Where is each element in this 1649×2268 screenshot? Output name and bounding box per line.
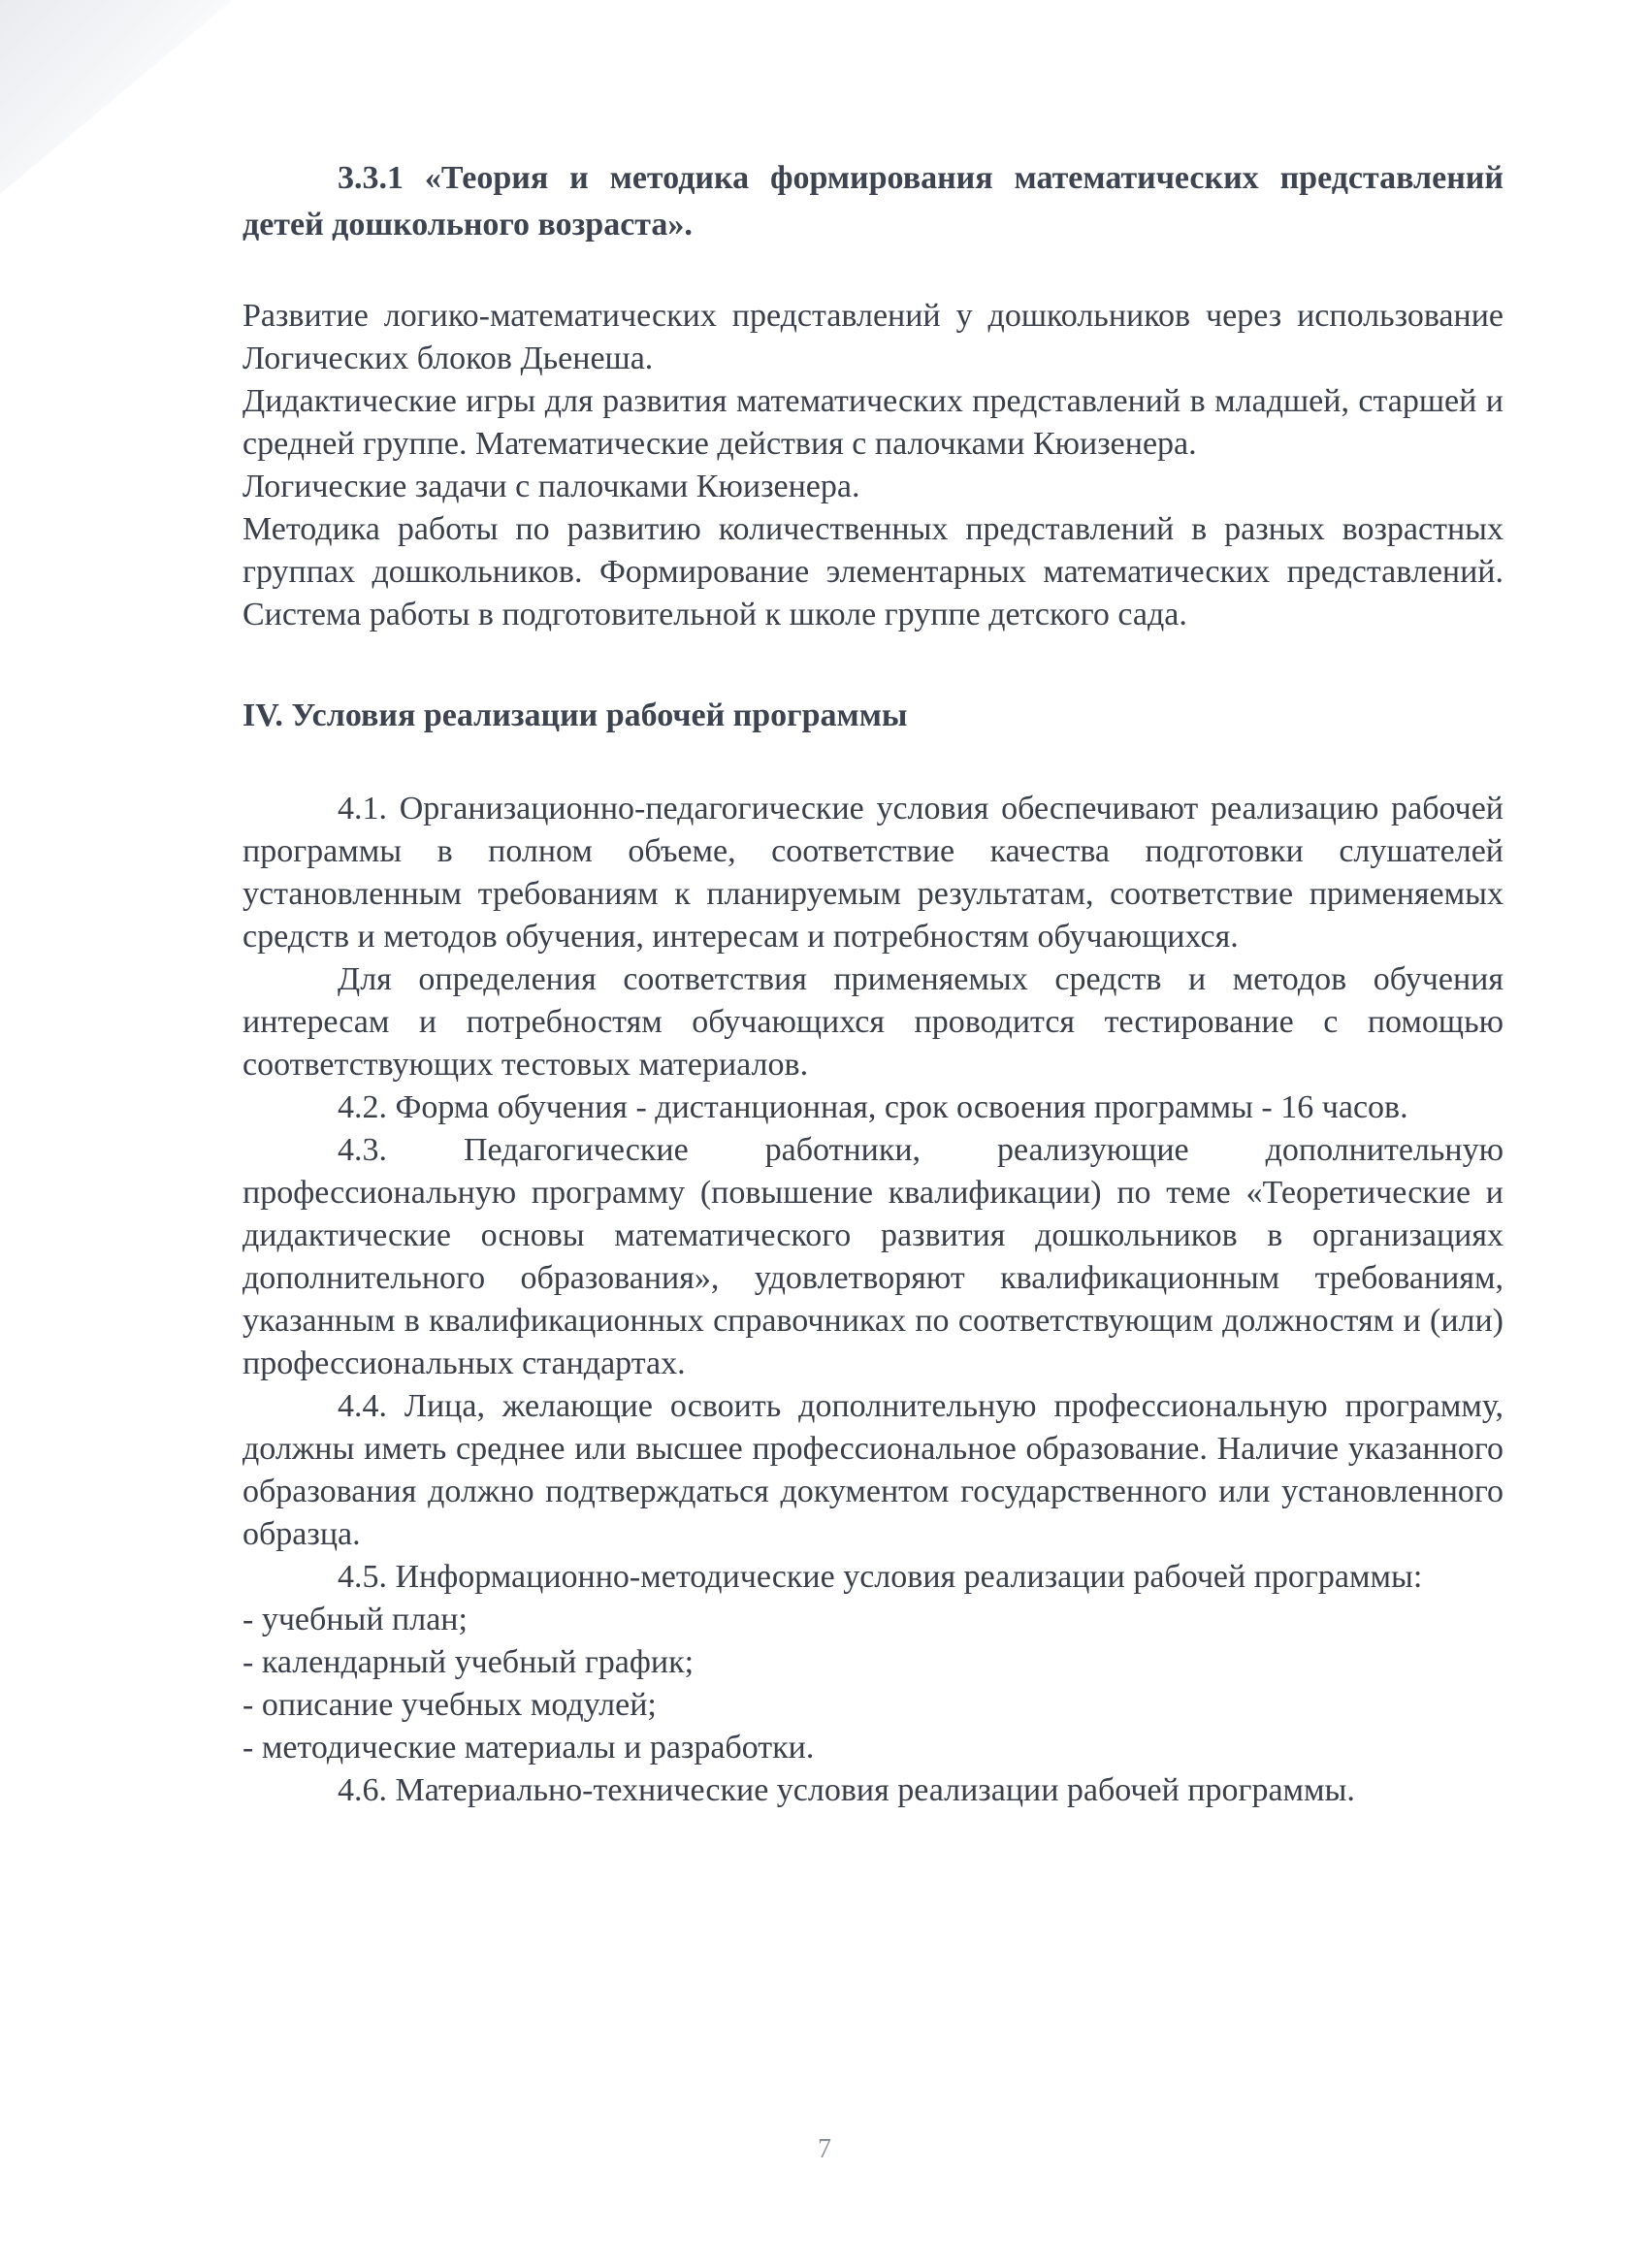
- section-331-paragraph: Дидактические игры для развития математических представлений в младшей, старшей и средней группе. Математические действия с палочками Кюизенера.: [242, 383, 1504, 462]
- clause-4-2: 4.2. Форма обучения - дистанционная, срок освоения программы - 16 часов.: [338, 1089, 1408, 1125]
- list-item: - календарный учебный график;: [242, 1644, 695, 1680]
- list-item: - методические материалы и разработки.: [242, 1730, 815, 1766]
- section-iv-heading: IV. Условия реализации рабочей программы: [242, 697, 908, 733]
- document-page: [242, 155, 1504, 1812]
- clause-4-3: 4.3. Педагогические работники, реализующие дополнительную профессиональную программу (повышение квалификации) по теме «Теоретические и дидактические основы математического развития дошкольников в организациях дополнительного образования», удовлетворяют квалификационным требованиям, указанным в квалификационных справочниках по соответствующим должностям и (или) профессиональных стандартах.: [242, 1132, 1504, 1381]
- list-item: - учебный план;: [242, 1602, 468, 1637]
- clause-4-1-testing: Для определения соответствия применяемых средств и методов обучения интересам и потребностям обучающихся проводится тестирование с помощью соответствующих тестовых материалов.: [242, 961, 1504, 1083]
- section-331-heading: 3.3.1 «Теория и методика формирования математических представлений детей дошкольного возраста».: [242, 160, 1504, 243]
- scan-corner-shadow: [0, 0, 233, 194]
- list-item: - описание учебных модулей;: [242, 1687, 657, 1723]
- section-331-body: [242, 295, 1504, 636]
- clause-4-5: 4.5. Информационно-методические условия реализации рабочей программы:: [338, 1559, 1423, 1595]
- section-331-paragraph: Методика работы по развитию количественных представлений в разных возрастных группах дошкольников. Формирование элементарных математических представлений. Система работы в подготовительной к школе группе детского сада.: [242, 511, 1504, 632]
- page-number: 7: [818, 2134, 831, 2164]
- clause-4-5-list: [242, 1599, 1504, 1769]
- clause-4-4: 4.4. Лица, желающие освоить дополнительную профессиональную программу, должны иметь среднее или высшее профессиональное образование. Наличие указанного образования должно подтверждаться документом государственного или установленного образца.: [242, 1388, 1504, 1552]
- section-331-paragraph: Развитие логико-математических представлений у дошкольников через использование Логических блоков Дьенеша.: [242, 298, 1504, 376]
- clause-4-6: 4.6. Материально-технические условия реализации рабочей программы.: [338, 1772, 1355, 1808]
- clause-4-1: 4.1. Организационно-педагогические условия обеспечивают реализацию рабочей программы в полном объеме, соответствие качества подготовки слушателей установленным требованиям к планируемым результатам, соответствие применяемых средств и методов обучения, интересам и потребностям обучающихся.: [242, 791, 1504, 955]
- section-331-paragraph: Логические задачи с палочками Кюизенера.: [242, 469, 860, 504]
- section-iv-body: [242, 788, 1504, 1812]
